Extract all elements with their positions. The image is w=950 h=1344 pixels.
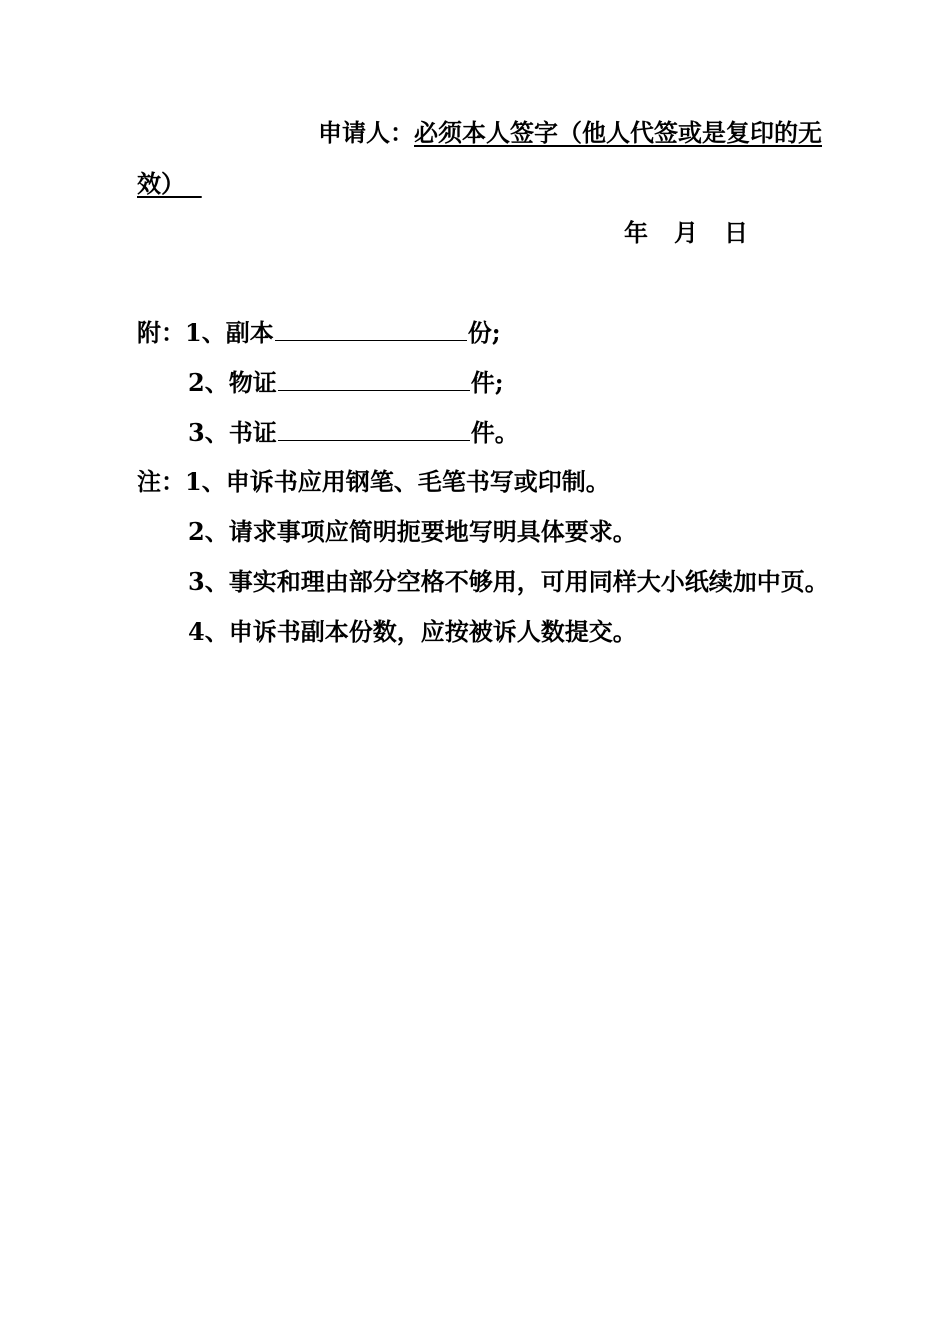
attachment-unit: 份; [467, 318, 501, 347]
notes-prefix: 注： [137, 467, 185, 496]
attachment-item-2 [188, 366, 504, 400]
attachment-blank[interactable] [278, 368, 470, 391]
note-text: 2、请求事项应简明扼要地写明具体要求。 [188, 517, 637, 546]
attachment-blank[interactable] [275, 318, 467, 341]
note-item-3 [188, 565, 829, 599]
attachment-num: 1、 [185, 318, 226, 347]
attachment-unit: 件。 [470, 418, 519, 447]
attachment-label: 书证 [228, 418, 277, 447]
note-item-4 [188, 615, 637, 649]
note-text: 1、申诉书应用钢笔、毛笔书写或印制。 [185, 467, 610, 496]
applicant-label: 申请人： [318, 118, 414, 147]
date-line [624, 216, 748, 250]
date-year: 年 [624, 218, 648, 247]
signature-note-continued [137, 167, 202, 201]
signature-note-line1: 必须本人签字（他人代签或是复印的无 [414, 118, 822, 147]
date-month: 月 [674, 218, 698, 247]
attachment-blank[interactable] [278, 418, 470, 441]
attachment-num: 2、 [188, 368, 229, 397]
attachment-num: 3、 [188, 418, 229, 447]
date-day: 日 [724, 218, 748, 247]
attachment-label: 物证 [228, 368, 277, 397]
attachment-prefix: 附： [137, 318, 185, 347]
note-item-1 [137, 465, 610, 499]
note-text: 3、事实和理由部分空格不够用，可用同样大小纸续加中页。 [188, 567, 829, 596]
note-text: 4、申诉书副本份数，应按被诉人数提交。 [188, 617, 637, 646]
attachment-label: 副本 [225, 318, 274, 347]
attachment-item-1 [137, 316, 501, 350]
attachment-unit: 件; [470, 368, 504, 397]
signature-line [318, 116, 822, 150]
attachment-item-3 [188, 416, 519, 450]
signature-note-line2: 效） [137, 169, 185, 198]
note-item-2 [188, 515, 637, 549]
